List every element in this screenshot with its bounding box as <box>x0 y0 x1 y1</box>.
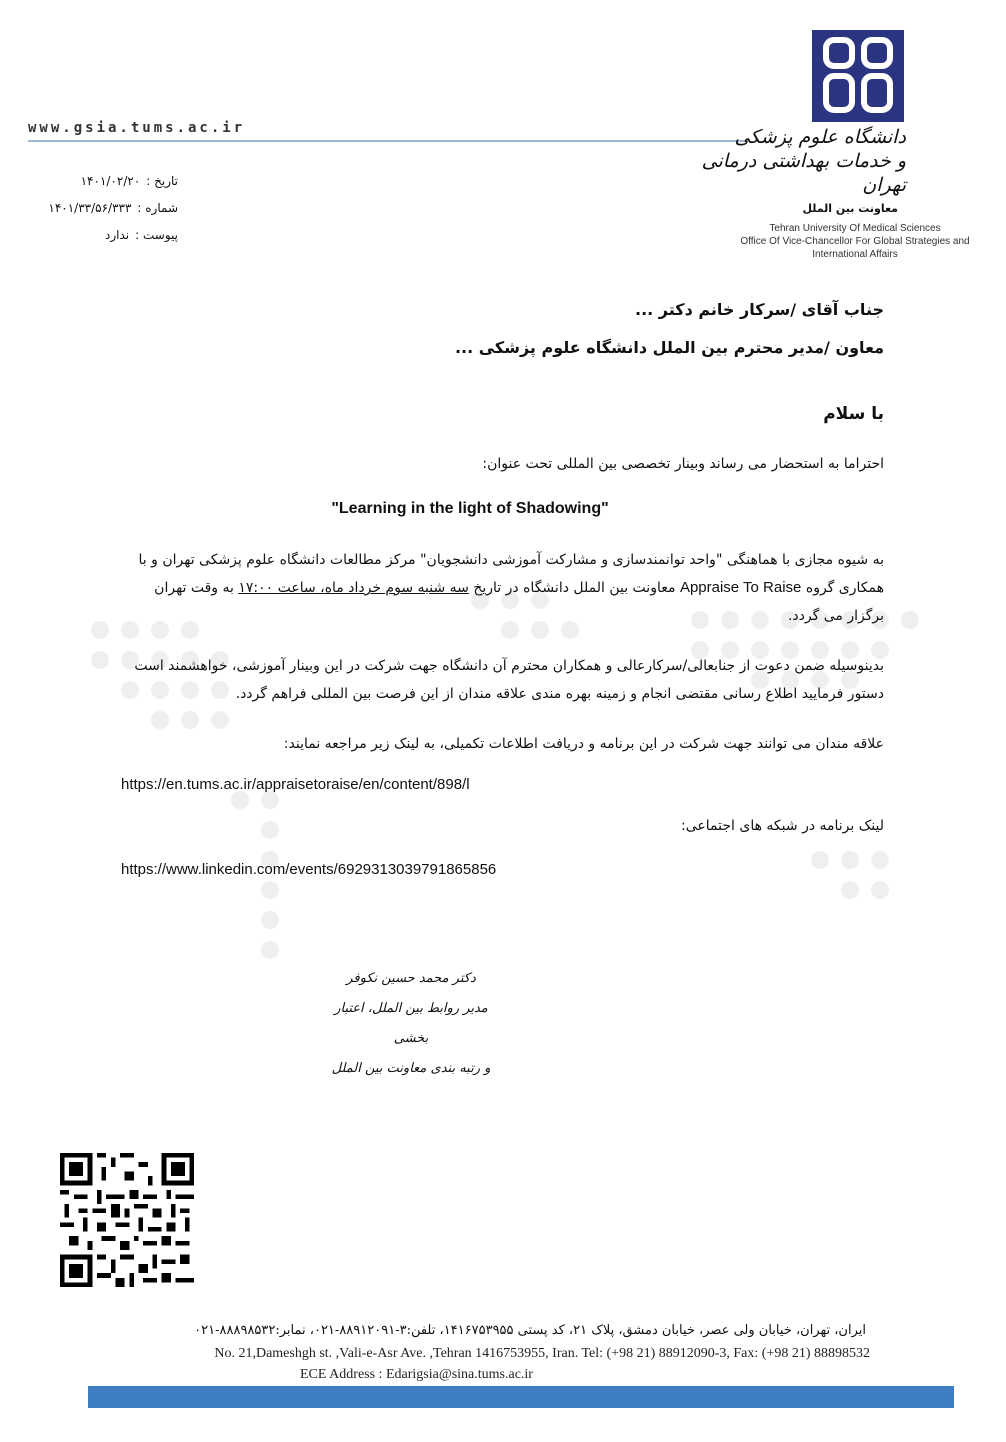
social-link-label: لینک برنامه در شبکه های اجتماعی: <box>681 818 884 834</box>
addressee-line-1: جناب آقای /سرکار خانم دکتر ... <box>634 300 884 319</box>
number-value: ۱۴۰۱/۳۳/۵۶/۳۳۳ <box>48 201 132 215</box>
webinar-link[interactable]: https://en.tums.ac.ir/appraisetoraise/en/content/898/l <box>121 776 470 793</box>
greeting: با سلام <box>823 404 884 424</box>
webinar-title: "Learning in the light of Shadowing" <box>331 500 609 517</box>
paragraph-1-part-2: معاونت بین الملل دانشگاه در تاریخ <box>473 580 676 596</box>
university-logo <box>812 30 904 122</box>
intro-paragraph: احتراما به استحضار می رساند وبینار تخصصی بین المللی تحت عنوان: <box>482 456 884 472</box>
signature-title-2: و رتبه بندی معاونت بین الملل <box>331 1061 491 1076</box>
number-label: شماره : <box>137 201 178 215</box>
university-name-line1: دانشگاه علوم پزشکی <box>734 126 906 148</box>
header-divider <box>28 140 748 142</box>
attachment-value: ندارد <box>105 228 130 242</box>
signature-title-1: مدیر روابط بین الملل، اعتبار بخشی <box>334 1001 488 1046</box>
ece-address[interactable]: Edarigsia@sina.tums.ac.ir <box>385 1367 533 1382</box>
event-date: سه شنبه سوم خرداد ماه، ساعت ۱۷:۰۰ <box>238 580 469 596</box>
university-name-en-line: Tehran University Of Medical Sciences <box>769 223 941 234</box>
paragraph-2: بدینوسیله ضمن دعوت از جنابعالی/سرکارعالی و همکاران محترم آن دانشگاه جهت شرکت در این وبینار آموزشی، خواهشمند است دستور فرمایید اطلاع رسانی مقتضی انجام و زمینه بهره مندی علاقه مندان از این فرصت بین المللی فراهم گردد. <box>134 658 884 702</box>
number-row <box>18 195 178 222</box>
qr-code <box>60 1153 194 1287</box>
paragraph-1 <box>122 546 884 630</box>
university-name-en <box>720 222 990 261</box>
signature <box>318 964 504 1084</box>
attachment-row <box>18 222 178 249</box>
footer-address-fa: ایران، تهران، خیابان ولی عصر، خیابان دمشق، پلاک ۲۱، کد پستی ۱۴۱۶۷۵۳۹۵۵، تلفن:۳-۸۸۹۱۲۰۹۱-۰۲۱، نمابر:۸۸۸۹۸۵۳۲-۰۲۱ <box>194 1323 866 1338</box>
date-row <box>18 168 178 195</box>
group-name: Appraise To Raise <box>679 579 802 596</box>
website-url: www.gsia.tums.ac.ir <box>28 120 246 136</box>
addressee-line-2: معاون /مدیر محترم بین الملل دانشگاه علوم پزشکی ... <box>454 338 884 357</box>
attachment-label: پیوست : <box>135 228 178 242</box>
university-name-line2: و خدمات بهداشتی درمانی تهران <box>701 150 906 196</box>
office-name-fa: معاونت بین الملل <box>802 202 898 215</box>
signature-name: دکتر محمد حسین نکوفر <box>346 971 476 986</box>
ece-label: ECE Address : <box>300 1367 383 1382</box>
paragraph-3: علاقه مندان می توانند جهت شرکت در این برنامه و دریافت اطلاعات تکمیلی، به لینک زیر مراجعه نمایند: <box>283 736 884 752</box>
paragraph-1-part-3: به وقت تهران برگزار می گردد. <box>154 580 884 624</box>
date-label: تاریخ : <box>146 174 178 188</box>
date-value: ۱۴۰۱/۰۲/۲۰ <box>80 174 141 188</box>
office-name-en-line: Office Of Vice-Chancellor For Global Strategies and International Affairs <box>740 236 970 260</box>
linkedin-link[interactable]: https://www.linkedin.com/events/6929313039791865856 <box>121 861 497 878</box>
footer-address-en: No. 21,Dameshgh st. ,Vali-e-Asr Ave. ,Tehran 1416753955, Iran. Tel: (+98 21) 88912090-3, Fax: (+98 21) 88898532 <box>214 1346 870 1361</box>
footer-ece <box>300 1367 533 1383</box>
university-name-fa <box>666 125 906 197</box>
paragraph-1-part-1: به شیوه مجازی با هماهنگی "واحد توانمندسازی و مشارکت آموزشی دانشجویان" مرکز مطالعات دانشگاه علوم پزشکی تهران و با همکاری گروه <box>138 552 884 596</box>
letter-meta <box>18 168 178 249</box>
footer-bar <box>88 1386 954 1408</box>
